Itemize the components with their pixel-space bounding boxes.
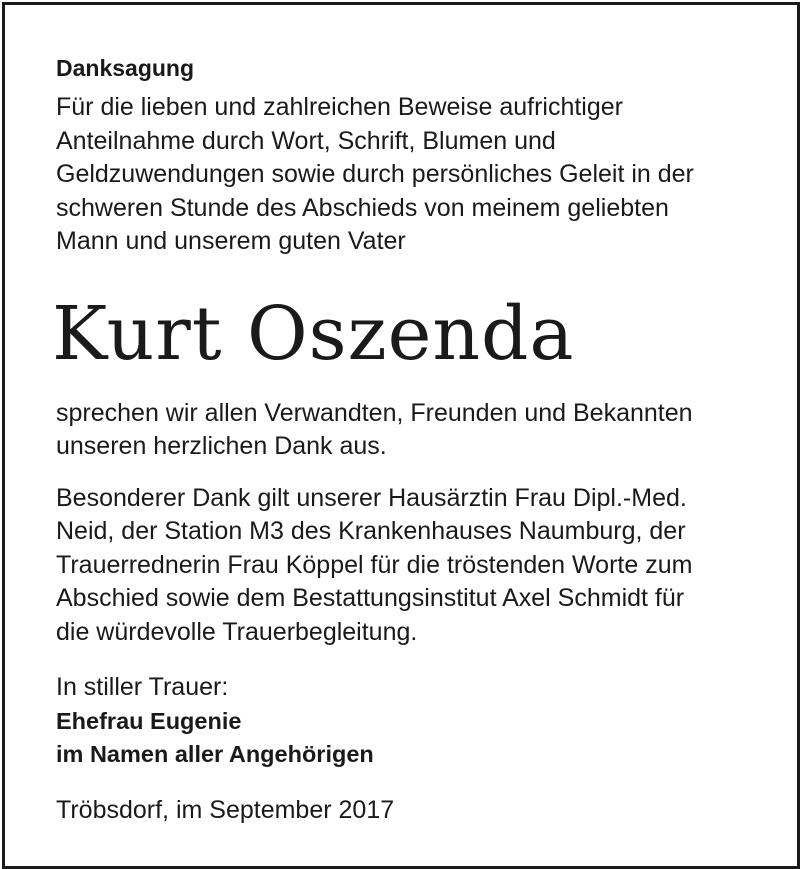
signature-intro: In stiller Trauer: (56, 673, 229, 701)
notice-heading: Danksagung (56, 55, 195, 81)
place-date: Tröbsdorf, im September 2017 (56, 795, 395, 824)
special-thanks-paragraph: Besonderer Dank gilt unserer Hausärztin Frau Dipl.-Med. Neid, der Station M3 des Krankenhauses Naumburg, der Trauerrednerin Frau Köppel für die tröstenden Worte zum Abschied sowie dem Bestattungsinstitut Axel Schmidt für die würdevolle Trauerbegleitung. (56, 483, 693, 646)
signature-name: Ehefrau Eugenie (56, 707, 242, 734)
notice-frame (2, 2, 800, 869)
notice-content (52, 53, 776, 827)
deceased-name: Kurt Oszenda (52, 290, 575, 377)
signature-block (56, 671, 776, 772)
thanks-paragraph: sprechen wir allen Verwandten, Freunden und Bekannten unseren herzlichen Dank aus. (56, 398, 693, 460)
intro-paragraph: Für die lieben und zahlreichen Beweise aufrichtiger Anteilnahme durch Wort, Schrift, Blumen und Geldzuwendungen sowie durch persönliches Geleit in der schweren Stunde des Abschieds von meinem geliebten Mann und unserem guten Vater (56, 93, 694, 255)
signature-family: im Namen aller Angehörigen (56, 741, 374, 767)
